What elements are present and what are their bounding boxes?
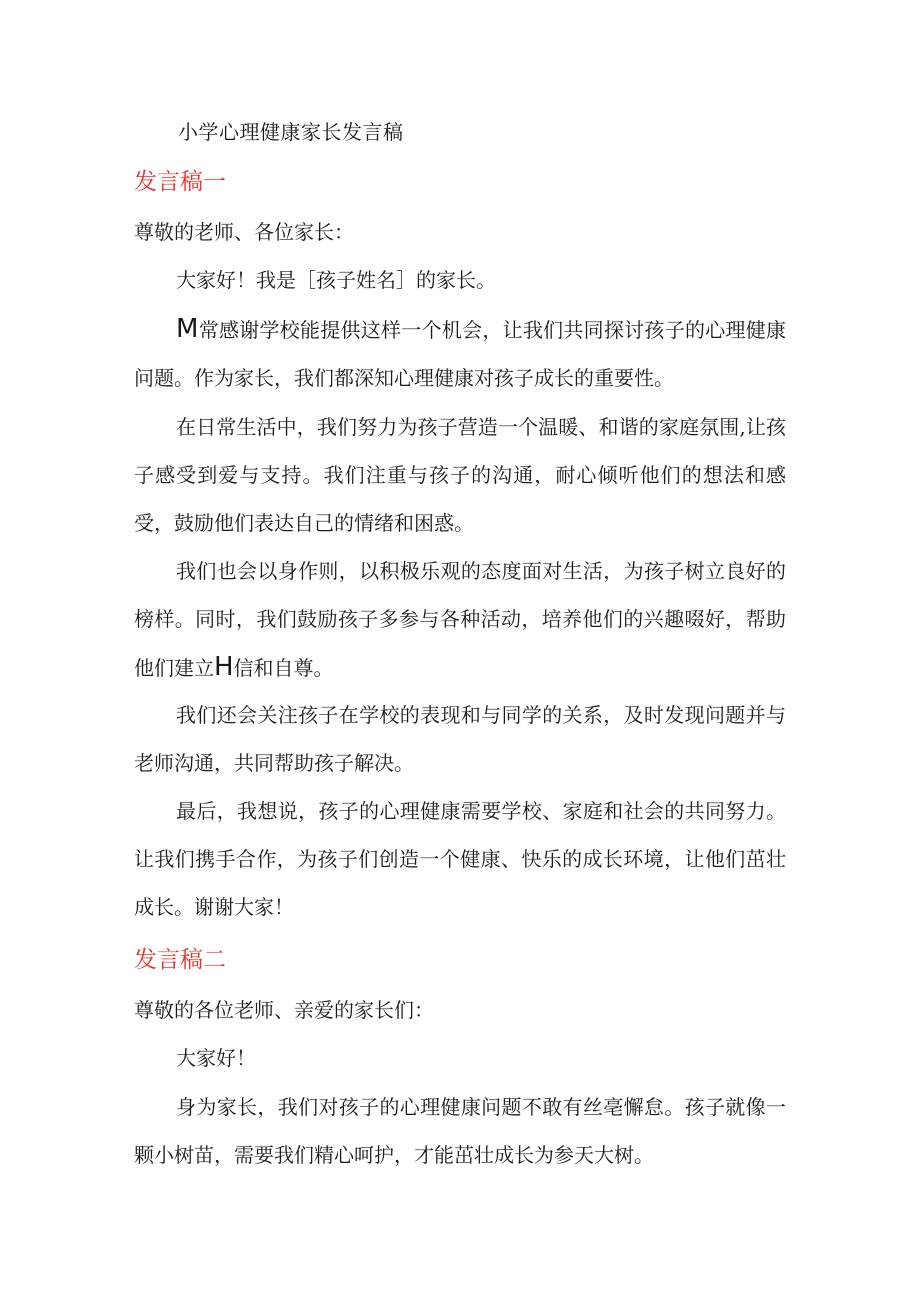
- speech-one-paragraph-3: [134, 547, 786, 692]
- speech-two-greeting: 大家好！: [176, 1046, 256, 1070]
- speech-one-paragraph-3-glyph: H: [214, 652, 234, 682]
- speech-one-paragraph-1-initial: M: [176, 314, 199, 344]
- speech-two-paragraph-1: 身为家长，我们对孩子的心理健康问题不敢有丝亳懈怠。孩子就像一颗小树苗，需要我们精心呵护，才能茁壮成长为参天大树。: [134, 1095, 786, 1167]
- speech-one-heading: 发言稿一: [134, 169, 226, 195]
- speech-one-salutation: 尊敬的老师、各位家长：: [134, 220, 354, 244]
- speech-one-paragraph-1-text: 常感谢学校能提供这样一个机会，让我们共同探讨孩子的心理健康问题。作为家长，我们都深知心理健康对孩子成长的重要性。: [134, 318, 786, 390]
- speech-one-paragraph-3-text-a: 我们也会以身作则，以积极乐观的态度面对生活，为孩子树立良好的榜样。同时，我们鼓励孩子多参与各种活动，培养他们的兴趣啜好，帮助他们建立: [134, 559, 786, 680]
- speech-one-paragraph-5: 最后，我想说，孩子的心理健康需要学校、家庭和社会的共同努力。让我们携手合作，为孩子们创造一个健康、快乐的成长环境，让他们茁壮成长。谢谢大家！: [134, 799, 786, 919]
- document-title: 小学心理健康家长发言稿: [178, 120, 404, 144]
- speech-two-heading: 发言稿二: [134, 947, 226, 973]
- speech-one-greeting: 大家好！我是［孩子姓名］的家长。: [176, 268, 496, 292]
- speech-one-paragraph-4: 我们还会关注孩子在学校的表现和与同学的关系，及时发现问题并与老师沟通，共同帮助孩子解决。: [134, 703, 786, 775]
- speech-one-paragraph-2: 在日常生活中，我们努力为孩子营造一个温暖、和谐的家庭氛围,让孩子感受到爱与支持。我们注重与孩子的沟通，耐心倾听他们的想法和感受，鼓励他们表达自己的情绪和困惑。: [134, 415, 786, 535]
- speech-two-salutation: 尊敬的各位老师、亲爱的家长们：: [134, 998, 434, 1022]
- speech-one-paragraph-3-text-b: 信和自尊。: [233, 656, 334, 680]
- speech-one-paragraph-1: [134, 305, 786, 402]
